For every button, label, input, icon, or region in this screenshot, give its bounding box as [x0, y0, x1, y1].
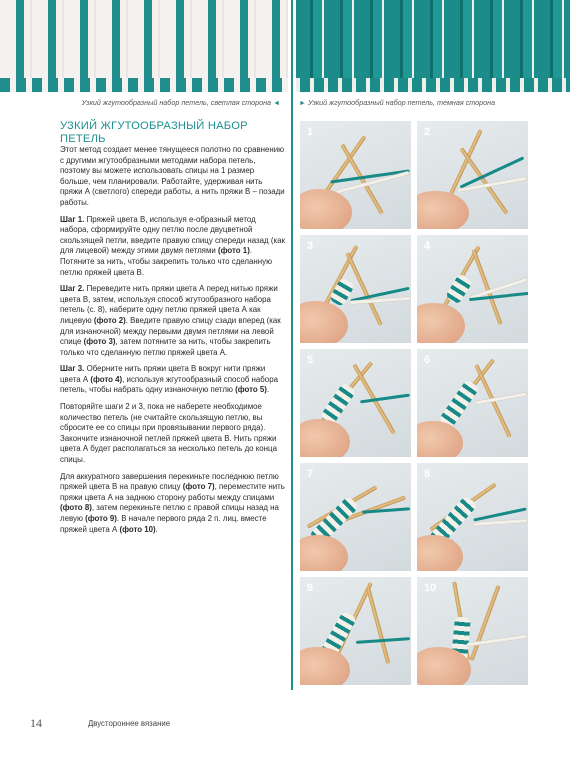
step-2-text: , затем потяните за нить, чтобы закрепить только что сделанную петлю пряжей цвета А. [60, 337, 271, 357]
photo-ref: (фото 10) [119, 524, 156, 534]
finish-paragraph [60, 472, 286, 536]
step-photo-9 [300, 577, 411, 685]
step-2-text: . Введите правую спицу сзади вперед (как для изнаночной) между первыми двумя петлями на левой спице [60, 315, 281, 347]
step-2-label: Шаг 2. [60, 284, 85, 294]
step-1-text-end: . Потяните за нить, чтобы закрепить только что сделанную петлю пряжей цвета В. [60, 246, 272, 277]
body-text [60, 145, 286, 541]
photo-ref: (фото 9) [85, 514, 117, 523]
photo-ref: (фото 7) [182, 482, 215, 492]
step-photo-8 [417, 463, 528, 571]
step-photo-4 [417, 235, 528, 343]
step-1-paragraph [60, 215, 286, 279]
photo-number: 10 [424, 582, 437, 594]
photo-number: 4 [424, 240, 431, 252]
step-photo-3 [300, 235, 411, 343]
column-divider [291, 0, 293, 690]
caption-left-arrow-icon: ◄ [273, 100, 280, 107]
photo-number: 9 [307, 582, 314, 594]
photo-number: 1 [307, 126, 314, 138]
finish-text: , затем перекиньте петлю с правой спицы назад на левую [60, 503, 279, 523]
photo-ref: (фото 5) [235, 385, 267, 395]
step-3-label: Шаг 3. [60, 364, 85, 374]
step-1-text: Пряжей цвета В, используя е-образный метод набора, сформируйте одну петлю после двуцветной скользящей петли, введите правую спицу спереди назад (как для лицевой) между этими двумя петлями [60, 214, 285, 256]
step-photo-5 [300, 349, 411, 457]
step-photo-10 [417, 577, 528, 685]
step-2-paragraph [60, 284, 286, 358]
running-footer-title: Двустороннее вязание [88, 719, 171, 728]
caption-light-text: Узкий жгутообразный набор петель, светлая сторона [81, 98, 272, 107]
caption-dark-side [299, 98, 495, 107]
step-1-label: Шаг 1. [60, 214, 85, 224]
caption-dark-text: Узкий жгутообразный набор петель, темная сторона [307, 98, 496, 107]
photo-ref: (фото 1) [217, 246, 250, 256]
swatch-photo-dark-side [296, 0, 570, 92]
step-photo-7 [300, 463, 411, 571]
finish-text: . В начале первого ряда 2 п. лиц. вместе пряжей цвета А [60, 514, 267, 534]
repeat-paragraph: Повторяйте шаги 2 и 3, пока не наберете необходимое количество петель (не считайте скользящую петлю, вы сбросите ее со спицы при провязывании первого ряда). Закончите изнаночной петлей пряжей цвета В. Нить пряжи цвета А будет располагаться за несколько петель до конца спицы. [60, 402, 277, 465]
step-3-text: Оберните нить пряжи цвета В вокруг нити пряжи цвета А [60, 364, 266, 384]
section-heading: УЗКИЙ ЖГУТООБРАЗНЫЙ НАБОР ПЕТЕЛЬ [60, 120, 248, 145]
finish-text: . [155, 524, 158, 534]
photo-ref: (фото 2) [93, 315, 126, 325]
caption-light-side [82, 98, 280, 107]
step-3-text: . [266, 385, 270, 395]
photo-ref: (фото 8) [60, 503, 92, 513]
photo-number: 5 [307, 354, 314, 366]
step-photo-1 [300, 121, 411, 229]
swatch-photo-light-side [0, 0, 288, 92]
photo-ref: (фото 4) [90, 374, 123, 384]
photo-number: 6 [424, 354, 431, 366]
step-photo-grid [300, 121, 528, 689]
step-photo-6 [417, 349, 528, 457]
step-photo-2 [417, 121, 528, 229]
photo-number: 3 [307, 240, 314, 252]
finish-text: Для аккуратного завершения перекиньте последнюю петлю пряжей цвета В на правую спицу [60, 471, 279, 492]
photo-number: 2 [424, 126, 431, 138]
step-3-text: , используя жгутообразный способ набора петель, чтобы набрать одну изнаночную петлю [60, 374, 278, 395]
caption-right-arrow-icon: ► [299, 100, 306, 107]
step-3-paragraph [60, 364, 286, 396]
photo-number: 8 [424, 468, 431, 480]
finish-text: , переместите нить пряжи цвета А на заднюю сторону работы между спицами [60, 482, 285, 502]
page-number: 14 [30, 716, 42, 730]
step-2-text: Переведите нить пряжи цвета А перед нитью пряжи цвета В, затем, используя способ жгутообразного набора петель (с. 8), наберите одну петлю пряжей цвета А как лицевую [60, 284, 278, 325]
photo-number: 7 [307, 468, 314, 480]
intro-paragraph: Этот метод создает менее тянущееся полотно по сравнению с другими жгутообразными методами набора петель, поэтому вы можете использовать спицы на 1 размер больше, чем планировали. Работайте, удерживая нить пряжи А (светлого) спереди работы, а нить пряжи В – позади работы. [60, 145, 285, 207]
photo-ref: (фото 3) [83, 337, 116, 347]
